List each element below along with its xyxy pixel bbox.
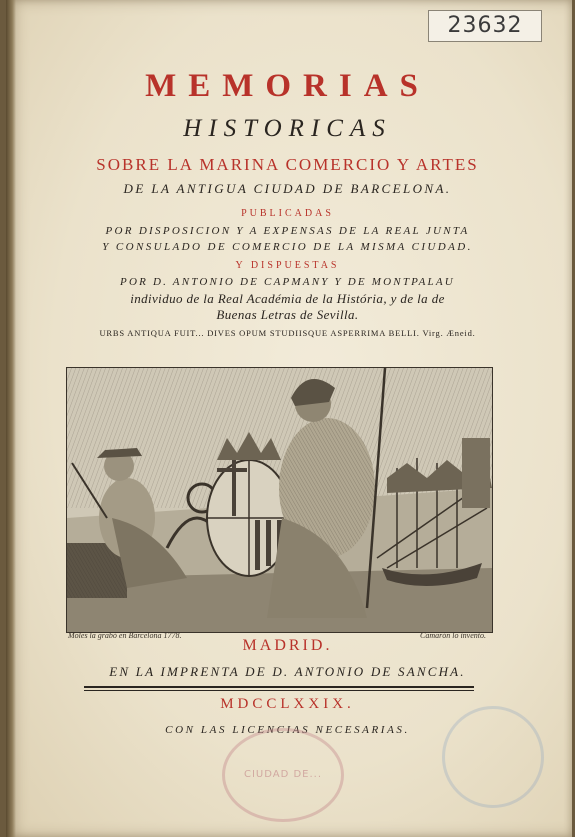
double-rule-bottom [84,690,474,691]
published-line-2: Y CONSULADO DE COMERCIO DE LA MISMA CIUDAD. [102,241,473,253]
published-line-1: POR DISPOSICION Y A EXPENSAS DE LA REAL JUNTA [105,225,470,237]
author-affiliation-2: Buenas Letras de Sevilla. [216,307,359,322]
frontispiece-engraving [66,367,493,633]
epigraph: URBS ANTIQUA FUIT... DIVES OPUM STUDIISQUE ASPERRIMA BELLI. Virg. Æneid. [99,328,476,338]
imprint-city: MADRID. [242,637,333,654]
designer-caption: Camarón lo invento. [420,631,486,640]
author-line: POR D. ANTONIO DE CAPMANY Y DE MONTPALAU [120,276,455,288]
title-line-historicas: HISTORICAS [183,115,392,142]
faded-blue-stamp [442,706,544,808]
title-line-memorias: MEMORIAS [145,68,430,104]
library-stamp: CIUDAD DE... [222,728,344,822]
engraver-caption: Moles la grabó en Barcelona 1778. [68,631,182,640]
imprint-printer: EN LA IMPRENTA DE D. ANTONIO DE SANCHA. [109,664,466,679]
arranged-heading: Y DISPUESTAS [235,260,340,271]
subtitle-barcelona: DE LA ANTIGUA CIUDAD DE BARCELONA. [123,181,452,196]
fortress-tower [462,438,490,508]
engraving-illustration [67,368,492,632]
author-affiliation-1: individuo de la Real Académia de la História, y de la de [130,291,445,306]
shelfmark-label: 23632 [428,10,542,42]
imprint-year: MDCCLXXIX. [220,696,355,712]
published-heading: PUBLICADAS [241,208,334,219]
double-rule-top [84,686,474,688]
subtitle-marina: SOBRE LA MARINA COMERCIO Y ARTES [96,155,479,174]
imprint-licence: CON LAS LICENCIAS NECESARIAS. [165,724,410,736]
